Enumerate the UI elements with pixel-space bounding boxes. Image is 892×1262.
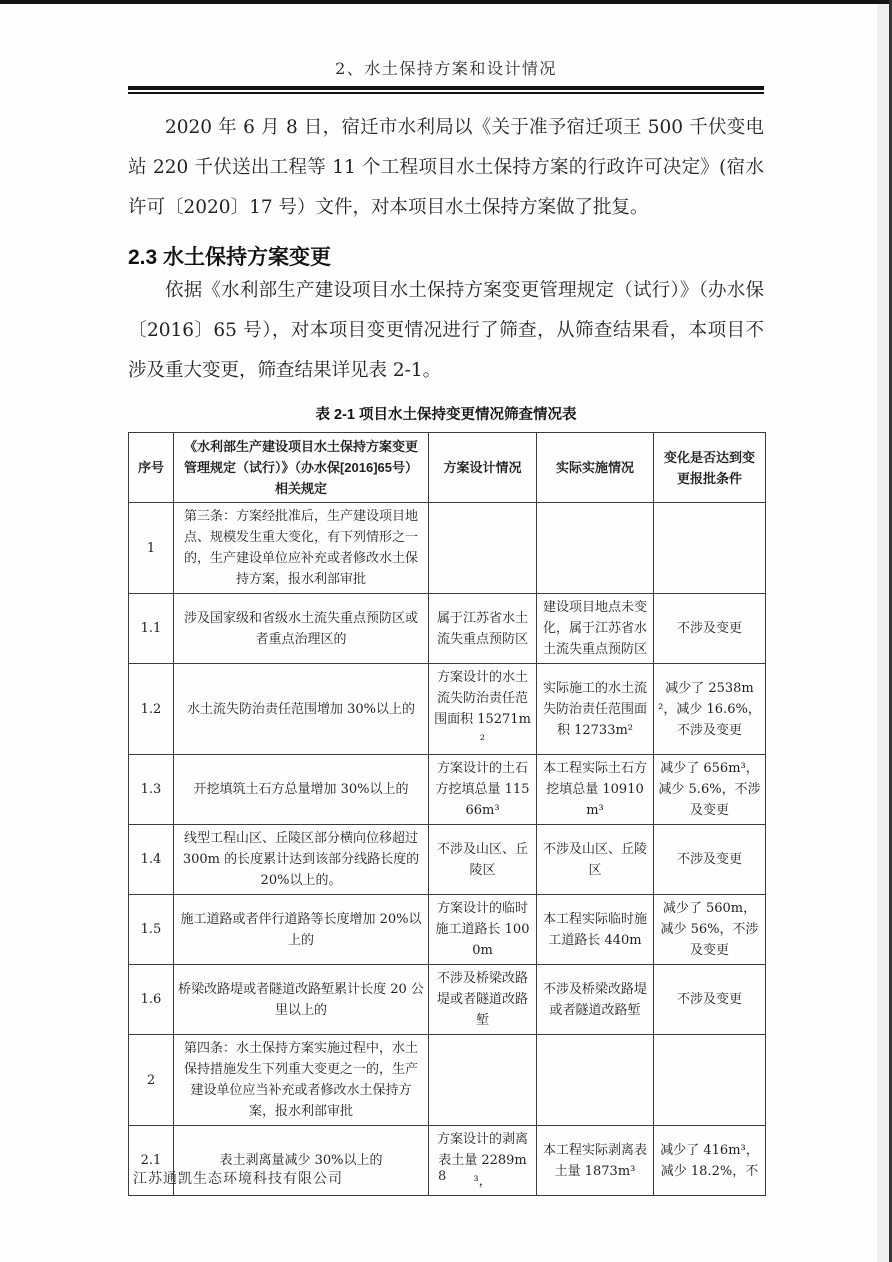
cell-change [654, 1035, 766, 1126]
cell-actual: 本工程实际临时施工道路长 440m [537, 895, 654, 965]
cell-no: 2.1 [129, 1126, 174, 1196]
page-content [128, 0, 764, 1196]
table-caption: 表 2-1 项目水土保持变更情况筛查情况表 [315, 407, 577, 423]
cell-change: 减少了 416m³，减少 18.2%，不 [654, 1126, 766, 1196]
cell-design: 方案设计的剥离表土量 2289m³， [429, 1126, 537, 1196]
cell-design: 方案设计的临时施工道路长 1000m [429, 895, 537, 965]
cell-regulation: 水土流失防治责任范围增加 30%以上的 [174, 664, 429, 755]
cell-regulation: 桥梁改路堤或者隧道改路堑累计长度 20 公里以上的 [174, 965, 429, 1035]
cell-no: 1.5 [129, 895, 174, 965]
cell-actual [537, 503, 654, 594]
cell-actual: 本工程实际土石方挖填总量 10910m³ [537, 755, 654, 825]
cell-change [654, 503, 766, 594]
cell-design: 方案设计的土石方挖填总量 11566m³ [429, 755, 537, 825]
table-row [129, 503, 766, 594]
cell-design: 方案设计的水土流失防治责任范围面积 15271m² [429, 664, 537, 755]
table-row [129, 664, 766, 755]
scan-right-strip [877, 4, 889, 1262]
cell-no: 1.4 [129, 825, 174, 895]
cell-regulation: 第四条：水土保持方案实施过程中，水土保持措施发生下列重大变更之一的，生产建设单位应当补充或者修改水土保持方案，报水利部审批 [174, 1035, 429, 1126]
cell-actual: 建设项目地点未变化，属于江苏省水土流失重点预防区 [537, 594, 654, 664]
cell-no: 1.6 [129, 965, 174, 1035]
header-cell-no: 序号 [129, 433, 174, 503]
cell-no: 1 [129, 503, 174, 594]
cell-change: 不涉及变更 [654, 594, 766, 664]
header-cell-regulation: 《水利部生产建设项目水土保持方案变更管理规定（试行）》（办水保[2016]65号）相关规定 [174, 433, 429, 503]
screening-table-body [129, 503, 766, 1196]
header-cell-design: 方案设计情况 [429, 433, 537, 503]
running-header-title: 2、水土保持方案和设计情况 [335, 59, 557, 78]
footer-page-number: 8 [438, 1169, 447, 1184]
cell-no: 1.1 [129, 594, 174, 664]
table-row [129, 965, 766, 1035]
cell-actual: 不涉及山区、丘陵区 [537, 825, 654, 895]
cell-actual: 不涉及桥梁改路堤或者隧道改路堑 [537, 965, 654, 1035]
table-row [129, 594, 766, 664]
header-cell-actual: 实际实施情况 [537, 433, 654, 503]
table-row [129, 755, 766, 825]
cell-design [429, 1035, 537, 1126]
section-heading-2-3: 2.3 水土保持方案变更 [128, 246, 332, 269]
cell-change: 不涉及变更 [654, 825, 766, 895]
table-header-row [129, 433, 766, 503]
cell-change: 减少了 2538m²，减少 16.6%，不涉及变更 [654, 664, 766, 755]
cell-no: 2 [129, 1035, 174, 1126]
cell-regulation: 线型工程山区、丘陵区部分横向位移超过 300m 的长度累计达到该部分线路长度的 20%以上的。 [174, 825, 429, 895]
paragraph-screening: 依据《水利部生产建设项目水土保持方案变更管理规定（试行）》（办水保〔2016〕65 号），对本项目变更情况进行了筛查，从筛查结果看，本项目不涉及重大变更，筛查结果详见表 2-1。 [128, 280, 764, 381]
cell-regulation: 开挖填筑土石方总量增加 30%以上的 [174, 755, 429, 825]
table-row [129, 825, 766, 895]
cell-design: 属于江苏省水土流失重点预防区 [429, 594, 537, 664]
cell-actual: 实际施工的水土流失防治责任范围面积 12733m² [537, 664, 654, 755]
header-cell-change: 变化是否达到变更报批条件 [654, 433, 766, 503]
cell-regulation: 涉及国家级和省级水土流失重点预防区或者重点治理区的 [174, 594, 429, 664]
cell-no: 1.2 [129, 664, 174, 755]
cell-actual [537, 1035, 654, 1126]
footer-company-name: 江苏通凯生态环境科技有限公司 [133, 1171, 343, 1187]
cell-design: 不涉及山区、丘陵区 [429, 825, 537, 895]
table-row [129, 895, 766, 965]
cell-actual: 本工程实际剥离表土量 1873m³ [537, 1126, 654, 1196]
cell-change: 减少了 656m³，减少 5.6%，不涉及变更 [654, 755, 766, 825]
table-row [129, 1035, 766, 1126]
cell-design [429, 503, 537, 594]
cell-regulation: 第三条：方案经批准后，生产建设项目地点、规模发生重大变化，有下列情形之一的，生产建设单位应补充或者修改水土保持方案，报水利部审批 [174, 503, 429, 594]
cell-no: 1.3 [129, 755, 174, 825]
cell-change: 不涉及变更 [654, 965, 766, 1035]
cell-regulation: 表土剥离量减少 30%以上的 [174, 1126, 429, 1196]
cell-design: 不涉及桥梁改路堤或者隧道改路堑 [429, 965, 537, 1035]
header-double-rule [128, 86, 764, 94]
screening-table [128, 432, 766, 1196]
cell-regulation: 施工道路或者伴行道路等长度增加 20%以上的 [174, 895, 429, 965]
cell-change: 减少了 560m，减少 56%，不涉及变更 [654, 895, 766, 965]
paragraph-approval: 2020 年 6 月 8 日，宿迁市水利局以《关于准予宿迁项王 500 千伏变电站 220 千伏送出工程等 11 个工程项目水土保持方案的行政许可决定》(宿水许可〔2020〕17 号）文件，对本项目水土保持方案做了批复。 [128, 117, 764, 218]
